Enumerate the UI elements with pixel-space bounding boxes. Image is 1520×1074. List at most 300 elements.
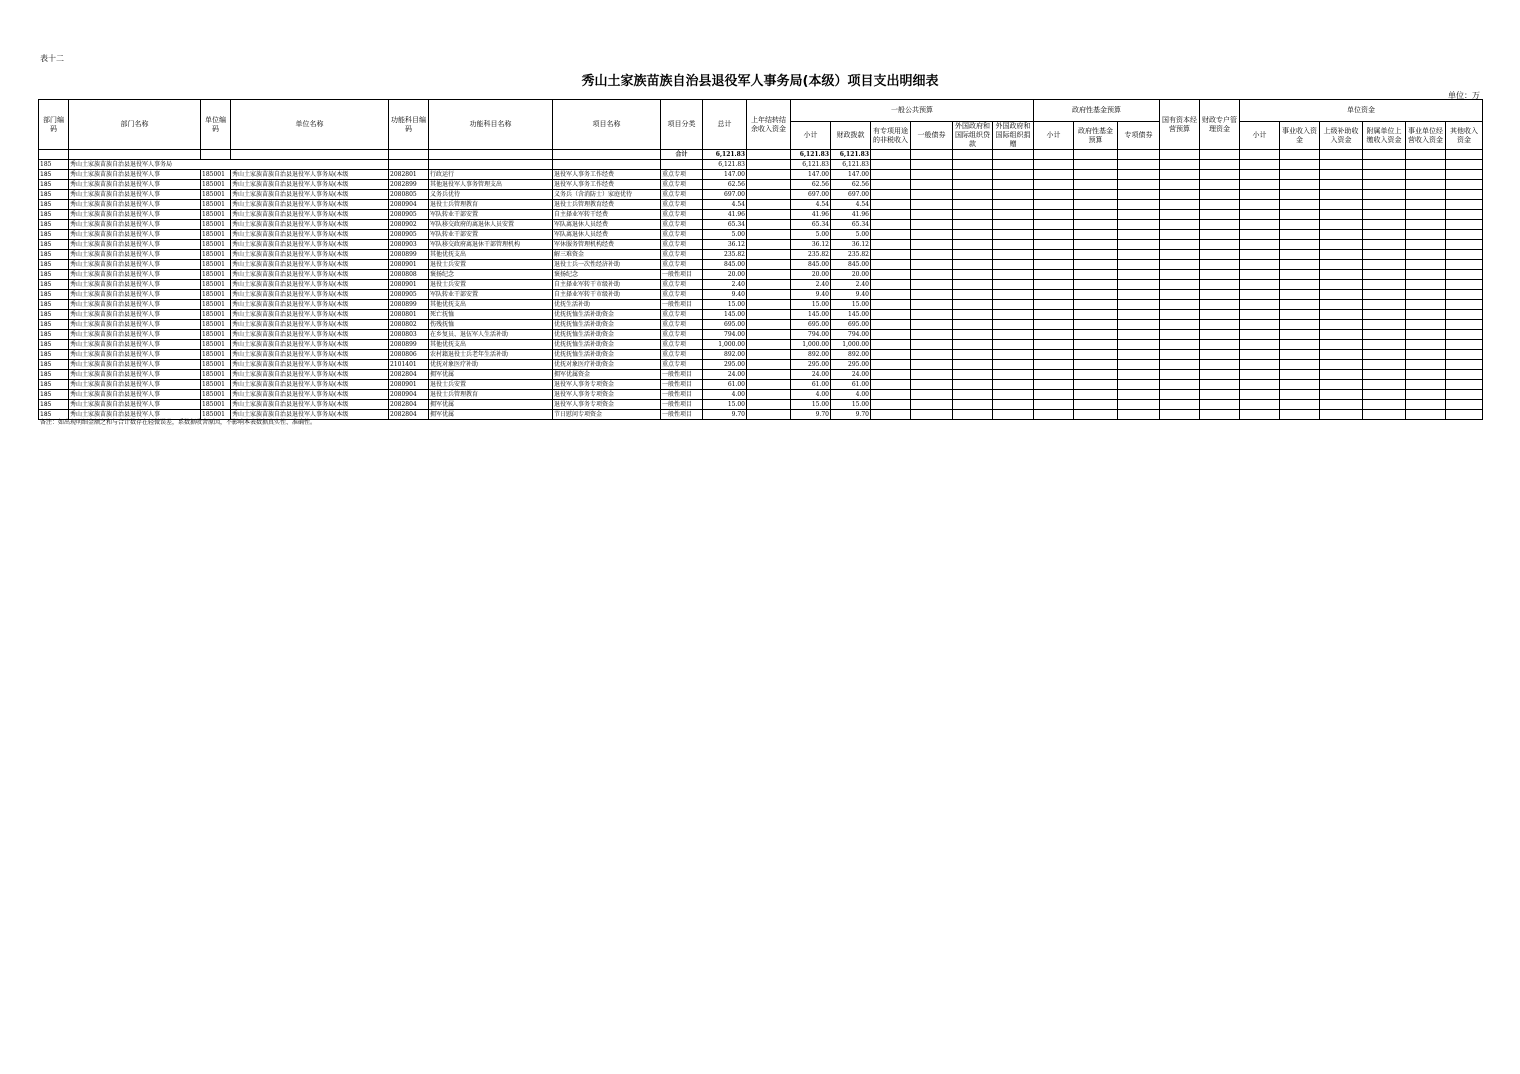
empty-cell (953, 170, 993, 180)
row-project-type: 重点专项 (661, 250, 703, 260)
row-carryover (747, 380, 791, 390)
empty-cell (1363, 270, 1406, 280)
row-func-name: 军队移交政府离退休干部管理机构 (429, 240, 553, 250)
empty-cell (1280, 210, 1320, 220)
row-dept-name: 秀山土家族苗族自治县退役军人事 (69, 350, 201, 360)
empty-cell (993, 170, 1034, 180)
table-row (39, 280, 1483, 290)
row-carryover (747, 370, 791, 380)
table-row (39, 270, 1483, 280)
empty-cell (1446, 310, 1483, 320)
row-dept-code: 185 (39, 370, 69, 380)
empty-cell (871, 350, 911, 360)
row-func-name: 退役士兵安置 (429, 260, 553, 270)
empty-cell (1200, 250, 1240, 260)
row-carryover (747, 320, 791, 330)
empty-cell (1034, 170, 1074, 180)
empty-cell (1240, 400, 1280, 410)
row-gb-subtotal: 20.00 (791, 270, 831, 280)
row-unit-name: 秀山土家族苗族自治县退役军人事务局(本级 (231, 330, 389, 340)
empty-cell (1074, 240, 1118, 250)
empty-cell (1118, 350, 1160, 360)
row-func-code: 2080901 (389, 260, 429, 270)
row-func-name: 其他优抚支出 (429, 250, 553, 260)
empty-cell (953, 350, 993, 360)
row-dept-name: 秀山土家族苗族自治县退役军人事 (69, 410, 201, 420)
row-total: 15.00 (703, 400, 747, 410)
empty-cell (1240, 330, 1280, 340)
empty-cell (1320, 410, 1363, 420)
row-dept-name: 秀山土家族苗族自治县退役军人事 (69, 200, 201, 210)
row-gb-fiscal: 24.00 (831, 370, 871, 380)
empty-cell (1320, 400, 1363, 410)
empty-cell (1074, 270, 1118, 280)
row-carryover (747, 400, 791, 410)
unit-label: 单位：万 (1448, 91, 1480, 100)
empty-cell (993, 380, 1034, 390)
header-gb-nontax: 有专项用途的非税收入 (871, 122, 911, 150)
empty-cell (1160, 260, 1200, 270)
empty-cell (953, 280, 993, 290)
empty-cell (1074, 250, 1118, 260)
empty-cell (993, 210, 1034, 220)
row-dept-name: 秀山土家族苗族自治县退役军人事 (69, 340, 201, 350)
empty-cell (911, 390, 953, 400)
row-total: 295.00 (703, 360, 747, 370)
empty-cell (953, 190, 993, 200)
row-unit-name: 秀山土家族苗族自治县退役军人事务局(本级 (231, 250, 389, 260)
table-row (39, 390, 1483, 400)
header-gb-subtotal: 小计 (791, 122, 831, 150)
row-project-name: 退役军人事务专项资金 (553, 390, 661, 400)
empty-cell (953, 400, 993, 410)
row-func-name: 在乡复员、退伍军人生活补助 (429, 330, 553, 340)
row-gb-subtotal: 5.00 (791, 230, 831, 240)
empty-cell (1200, 200, 1240, 210)
empty-cell (911, 240, 953, 250)
row-total: 147.00 (703, 170, 747, 180)
empty-cell (1363, 400, 1406, 410)
empty-cell (1320, 230, 1363, 240)
empty-cell (1280, 230, 1320, 240)
empty-cell (871, 370, 911, 380)
row-dept-code: 185 (39, 240, 69, 250)
empty-cell (911, 290, 953, 300)
empty-cell (1160, 210, 1200, 220)
header-uf-affiliate: 附属单位上缴收入资金 (1363, 122, 1406, 150)
empty-cell (1320, 290, 1363, 300)
row-dept-code: 185 (39, 230, 69, 240)
empty-cell (1446, 230, 1483, 240)
empty-cell (1074, 300, 1118, 310)
table-row (39, 190, 1483, 200)
empty-cell (1280, 190, 1320, 200)
empty-cell (993, 360, 1034, 370)
row-dept-code: 185 (39, 200, 69, 210)
row-carryover (747, 180, 791, 190)
empty-cell (1118, 390, 1160, 400)
row-unit-name: 秀山土家族苗族自治县退役军人事务局(本级 (231, 220, 389, 230)
empty-cell (1240, 220, 1280, 230)
empty-cell (1363, 260, 1406, 270)
empty-cell (1406, 260, 1446, 270)
empty-cell (1118, 400, 1160, 410)
row-func-name: 拥军优属 (429, 400, 553, 410)
empty-cell (1240, 200, 1280, 210)
empty-cell (1034, 220, 1074, 230)
empty-cell (1118, 240, 1160, 250)
empty-cell (1363, 210, 1406, 220)
empty-cell (1074, 180, 1118, 190)
empty-cell (1200, 360, 1240, 370)
empty-cell (1160, 410, 1200, 420)
header-total: 总计 (703, 100, 747, 150)
table-row (39, 230, 1483, 240)
row-unit-code: 185001 (201, 380, 231, 390)
row-project-type: 重点专项 (661, 240, 703, 250)
empty-cell (1320, 320, 1363, 330)
row-total: 2.40 (703, 280, 747, 290)
empty-cell (871, 250, 911, 260)
row-unit-code: 185001 (201, 390, 231, 400)
row-total: 41.96 (703, 210, 747, 220)
empty-cell (1280, 380, 1320, 390)
row-dept-name: 秀山土家族苗族自治县退役军人事 (69, 400, 201, 410)
empty-cell (993, 180, 1034, 190)
row-func-code: 2080899 (389, 340, 429, 350)
row-unit-code: 185001 (201, 230, 231, 240)
empty-cell (1320, 340, 1363, 350)
row-func-name: 拥军优属 (429, 410, 553, 420)
table-row (39, 370, 1483, 380)
empty-cell (1200, 280, 1240, 290)
row-project-name: 退役士兵一次性经济补助 (553, 260, 661, 270)
empty-cell (993, 310, 1034, 320)
empty-cell (993, 410, 1034, 420)
row-total: 62.56 (703, 180, 747, 190)
row-dept-name: 秀山土家族苗族自治县退役军人事 (69, 330, 201, 340)
empty-cell (1446, 280, 1483, 290)
row-total: 5.00 (703, 230, 747, 240)
empty-cell (1074, 370, 1118, 380)
empty-cell (1034, 250, 1074, 260)
empty-cell (953, 300, 993, 310)
empty-cell (1363, 350, 1406, 360)
table-row (39, 330, 1483, 340)
row-project-type: 一般性项目 (661, 370, 703, 380)
row-dept-code: 185 (39, 330, 69, 340)
row-gb-subtotal: 4.54 (791, 200, 831, 210)
row-total: 1,000.00 (703, 340, 747, 350)
row-project-name: 优抚对象医疗补助资金 (553, 360, 661, 370)
empty-cell (1160, 380, 1200, 390)
empty-cell (911, 250, 953, 260)
row-carryover (747, 310, 791, 320)
row-unit-code: 185001 (201, 340, 231, 350)
empty-cell (1320, 260, 1363, 270)
empty-cell (1280, 250, 1320, 260)
empty-cell (1200, 180, 1240, 190)
row-unit-name: 秀山土家族苗族自治县退役军人事务局(本级 (231, 180, 389, 190)
row-unit-name: 秀山土家族苗族自治县退役军人事务局(本级 (231, 400, 389, 410)
row-carryover (747, 360, 791, 370)
row-gb-fiscal: 41.96 (831, 210, 871, 220)
empty-cell (1280, 270, 1320, 280)
empty-cell (1118, 270, 1160, 280)
empty-cell (1363, 250, 1406, 260)
empty-cell (1160, 180, 1200, 190)
row-total: 4.54 (703, 200, 747, 210)
row-unit-code: 185001 (201, 330, 231, 340)
row-gb-fiscal: 9.70 (831, 410, 871, 420)
dept-row (39, 160, 1483, 170)
empty-cell (1160, 290, 1200, 300)
row-dept-code: 185 (39, 380, 69, 390)
empty-cell (1160, 340, 1200, 350)
table-row (39, 400, 1483, 410)
empty-cell (1034, 370, 1074, 380)
row-unit-code: 185001 (201, 220, 231, 230)
row-total: 20.00 (703, 270, 747, 280)
empty-cell (1406, 390, 1446, 400)
empty-cell (993, 260, 1034, 270)
empty-cell (1320, 300, 1363, 310)
empty-cell (1200, 310, 1240, 320)
empty-cell (1406, 400, 1446, 410)
empty-cell (871, 410, 911, 420)
row-func-code: 2082804 (389, 400, 429, 410)
row-dept-code: 185 (39, 210, 69, 220)
row-project-name: 军队离退休人员经费 (553, 220, 661, 230)
empty-cell (1160, 330, 1200, 340)
empty-cell (1074, 380, 1118, 390)
empty-cell (1280, 350, 1320, 360)
empty-cell (953, 270, 993, 280)
empty-cell (1200, 270, 1240, 280)
row-func-name: 拥军优属 (429, 370, 553, 380)
row-project-name: 褒扬纪念 (553, 270, 661, 280)
row-dept-code: 185 (39, 170, 69, 180)
empty-cell (1363, 230, 1406, 240)
empty-cell (953, 360, 993, 370)
row-gb-subtotal: 1,000.00 (791, 340, 831, 350)
row-project-type: 一般性项目 (661, 300, 703, 310)
empty-cell (1446, 320, 1483, 330)
row-func-name: 退役士兵安置 (429, 380, 553, 390)
empty-cell (953, 370, 993, 380)
empty-cell (1160, 240, 1200, 250)
empty-cell (1034, 270, 1074, 280)
row-dept-name: 秀山土家族苗族自治县退役军人事 (69, 380, 201, 390)
empty-cell (1446, 300, 1483, 310)
project-expenditure-table (38, 99, 1483, 420)
empty-cell (993, 390, 1034, 400)
row-total: 9.70 (703, 410, 747, 420)
row-unit-name: 秀山土家族苗族自治县退役军人事务局(本级 (231, 380, 389, 390)
empty-cell (1446, 270, 1483, 280)
empty-cell (1240, 380, 1280, 390)
empty-cell (1240, 210, 1280, 220)
row-unit-name: 秀山土家族苗族自治县退役军人事务局(本级 (231, 340, 389, 350)
empty-cell (1406, 200, 1446, 210)
empty-cell (1320, 170, 1363, 180)
empty-cell (1446, 180, 1483, 190)
row-gb-fiscal: 20.00 (831, 270, 871, 280)
row-func-name: 其他优抚支出 (429, 340, 553, 350)
row-unit-name: 秀山土家族苗族自治县退役军人事务局(本级 (231, 190, 389, 200)
row-project-name: 节日慰问专项资金 (553, 410, 661, 420)
empty-cell (871, 220, 911, 230)
row-dept-name: 秀山土家族苗族自治县退役军人事 (69, 250, 201, 260)
header-project-type: 项目分类 (661, 100, 703, 150)
empty-cell (1446, 330, 1483, 340)
row-project-name: 优抚生活补助 (553, 300, 661, 310)
empty-cell (1160, 230, 1200, 240)
empty-cell (1446, 350, 1483, 360)
row-project-name: 义务兵（含消防士）家庭优待 (553, 190, 661, 200)
empty-cell (1074, 330, 1118, 340)
row-gb-fiscal: 5.00 (831, 230, 871, 240)
empty-cell (953, 310, 993, 320)
empty-cell (1406, 290, 1446, 300)
empty-cell (911, 190, 953, 200)
empty-cell (1200, 320, 1240, 330)
row-project-name: 解三难资金 (553, 250, 661, 260)
empty-cell (1320, 210, 1363, 220)
empty-cell (1034, 330, 1074, 340)
empty-cell (1320, 350, 1363, 360)
empty-cell (1240, 270, 1280, 280)
empty-cell (1240, 310, 1280, 320)
empty-cell (871, 240, 911, 250)
empty-cell (911, 330, 953, 340)
header-gf-bond: 专项债券 (1118, 122, 1160, 150)
header-dept-name: 部门名称 (69, 100, 201, 150)
empty-cell (1034, 190, 1074, 200)
table-row (39, 250, 1483, 260)
empty-cell (1280, 400, 1320, 410)
empty-cell (1240, 180, 1280, 190)
row-project-type: 重点专项 (661, 210, 703, 220)
empty-cell (871, 340, 911, 350)
row-dept-name: 秀山土家族苗族自治县退役军人事 (69, 300, 201, 310)
row-project-name: 优抚抚恤生活补助资金 (553, 330, 661, 340)
row-func-code: 2082801 (389, 170, 429, 180)
empty-cell (871, 180, 911, 190)
total-row (39, 150, 1483, 160)
row-func-code: 2101401 (389, 360, 429, 370)
empty-cell (1118, 250, 1160, 260)
row-carryover (747, 230, 791, 240)
row-gb-subtotal: 235.82 (791, 250, 831, 260)
row-gb-fiscal: 15.00 (831, 300, 871, 310)
empty-cell (1240, 250, 1280, 260)
empty-cell (1034, 410, 1074, 420)
empty-cell (911, 400, 953, 410)
empty-cell (911, 310, 953, 320)
row-project-type: 重点专项 (661, 260, 703, 270)
empty-cell (1118, 290, 1160, 300)
row-dept-name: 秀山土家族苗族自治县退役军人事 (69, 260, 201, 270)
row-func-name: 军队转业干部安置 (429, 210, 553, 220)
empty-cell (1320, 370, 1363, 380)
row-unit-code: 185001 (201, 180, 231, 190)
row-unit-name: 秀山土家族苗族自治县退役军人事务局(本级 (231, 230, 389, 240)
row-unit-code: 185001 (201, 270, 231, 280)
empty-cell (1034, 320, 1074, 330)
row-project-type: 重点专项 (661, 190, 703, 200)
row-dept-code: 185 (39, 270, 69, 280)
row-gb-fiscal: 147.00 (831, 170, 871, 180)
row-func-code: 2080901 (389, 280, 429, 290)
empty-cell (1118, 360, 1160, 370)
empty-cell (911, 220, 953, 230)
row-func-name: 退役士兵管理教育 (429, 200, 553, 210)
empty-cell (871, 200, 911, 210)
row-gb-subtotal: 892.00 (791, 350, 831, 360)
row-total: 15.00 (703, 300, 747, 310)
empty-cell (1074, 310, 1118, 320)
row-gb-fiscal: 697.00 (831, 190, 871, 200)
empty-cell (1446, 290, 1483, 300)
row-unit-name: 秀山土家族苗族自治县退役军人事务局(本级 (231, 200, 389, 210)
empty-cell (993, 370, 1034, 380)
empty-cell (1406, 240, 1446, 250)
header-carryover: 上年结转结余收入资金 (747, 100, 791, 150)
row-func-name: 褒扬纪念 (429, 270, 553, 280)
row-project-name: 自主择业军转干经费 (553, 210, 661, 220)
empty-cell (1280, 280, 1320, 290)
empty-cell (1240, 230, 1280, 240)
row-dept-code: 185 (39, 400, 69, 410)
row-gb-subtotal: 4.00 (791, 390, 831, 400)
row-total: 697.00 (703, 190, 747, 200)
row-func-code: 2080902 (389, 220, 429, 230)
row-carryover (747, 290, 791, 300)
empty-cell (1240, 340, 1280, 350)
row-func-name: 优抚对象医疗补助 (429, 360, 553, 370)
row-total: 65.34 (703, 220, 747, 230)
row-dept-name: 秀山土家族苗族自治县退役军人事 (69, 390, 201, 400)
empty-cell (911, 360, 953, 370)
row-func-code: 2080905 (389, 230, 429, 240)
row-total: 892.00 (703, 350, 747, 360)
row-dept-code: 185 (39, 180, 69, 190)
empty-cell (1406, 270, 1446, 280)
row-unit-code: 185001 (201, 310, 231, 320)
empty-cell (1446, 400, 1483, 410)
row-unit-code: 185001 (201, 250, 231, 260)
empty-cell (953, 330, 993, 340)
empty-cell (1118, 180, 1160, 190)
empty-cell (953, 410, 993, 420)
row-unit-code: 185001 (201, 210, 231, 220)
empty-cell (1118, 170, 1160, 180)
empty-cell (1240, 300, 1280, 310)
empty-cell (1200, 170, 1240, 180)
empty-cell (871, 390, 911, 400)
row-func-code: 2080905 (389, 290, 429, 300)
row-dept-name: 秀山土家族苗族自治县退役军人事 (69, 190, 201, 200)
row-dept-code: 185 (39, 290, 69, 300)
row-project-type: 一般性项目 (661, 270, 703, 280)
empty-cell (1118, 370, 1160, 380)
empty-cell (1074, 230, 1118, 240)
row-gb-fiscal: 235.82 (831, 250, 871, 260)
row-dept-code: 185 (39, 320, 69, 330)
empty-cell (1200, 190, 1240, 200)
table-number-label: 表十二 (40, 54, 64, 63)
